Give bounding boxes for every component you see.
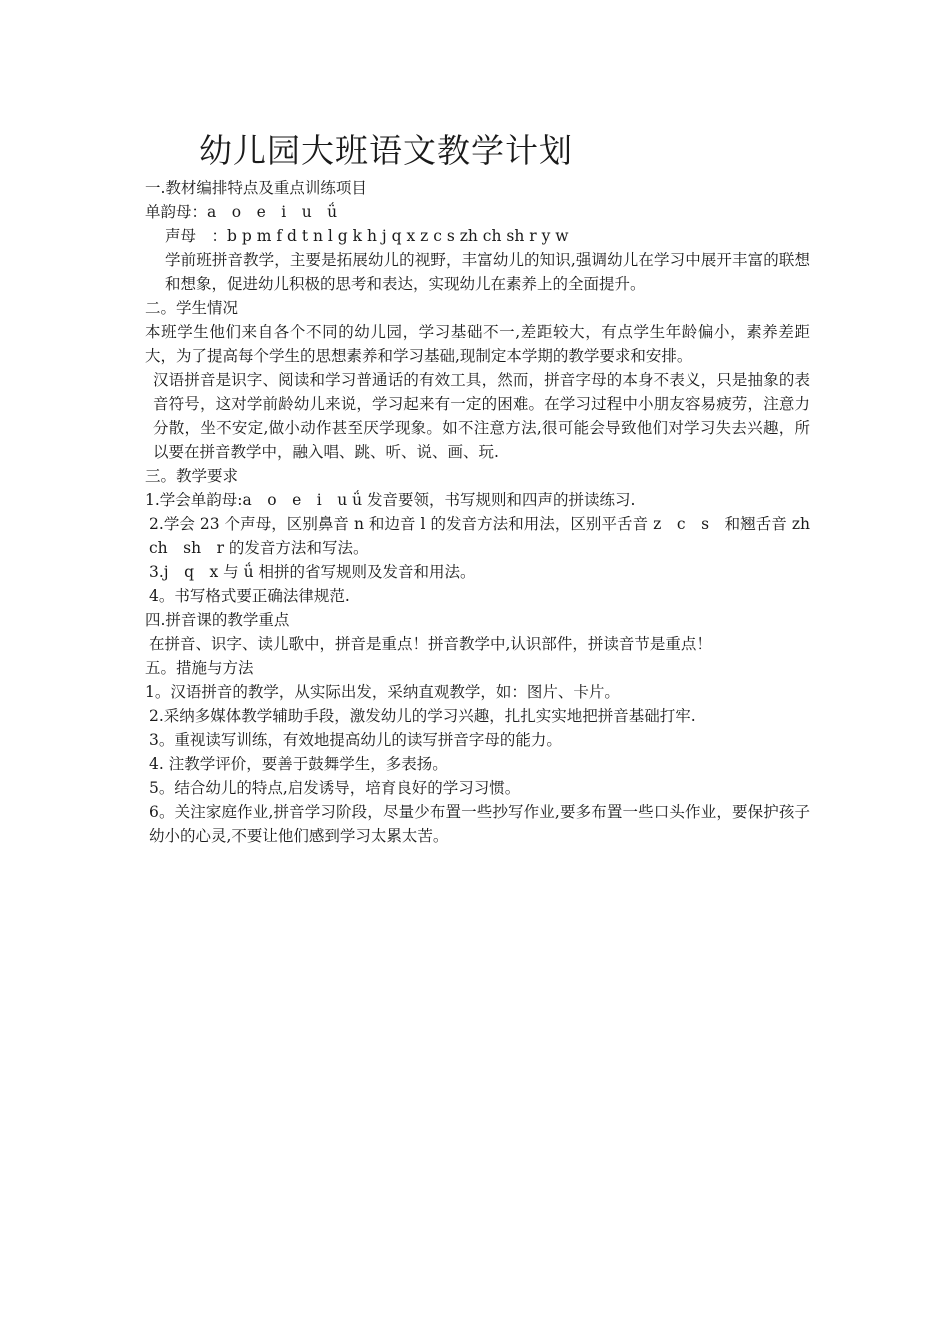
section-heading-4: 四.拼音课的教学重点	[145, 611, 290, 629]
method-item-2: 2.采纳多媒体教学辅助手段，激发幼儿的学习兴趣，扎扎实实地把拼音基础打牢.	[149, 707, 696, 725]
document-page	[145, 128, 826, 848]
method-item-4: 4. 注教学评价，要善于鼓舞学生，多表扬。	[149, 755, 448, 773]
initials-line: 声母 ：b p m f d t n l g k h j q x z c s zh ch sh r y w	[165, 227, 569, 245]
method-item-5: 5。结合幼儿的特点,启发诱导，培育良好的学习习惯。	[149, 779, 521, 797]
section-heading-2: 二。学生情况	[145, 299, 239, 317]
key-points-line: 在拼音、识字、读儿歌中，拼音是重点！拼音教学中,认识部件，拼读音节是重点！	[149, 635, 712, 653]
requirement-item-1: 1.学会单韵母:a o e i u ǘ 发音要领，书写规则和四声的拼读练习.	[145, 491, 636, 509]
method-item-3: 3。重视读写训练，有效地提高幼儿的读写拼音字母的能力。	[149, 731, 562, 749]
students-paragraph-1: 本班学生他们来自各个不同的幼儿园，学习基础不一,差距较大，有点学生年龄偏小，素养差距大，为了提高每个学生的思想素养和学习基础,现制定本学期的教学要求和安排。	[145, 323, 810, 365]
section-heading-3: 三。教学要求	[145, 467, 239, 485]
intro-paragraph: 学前班拼音教学，主要是拓展幼儿的视野，丰富幼儿的知识,强调幼儿在学习中展开丰富的联想和想象，促进幼儿积极的思考和表达，实现幼儿在素养上的全面提升。	[165, 251, 810, 293]
method-item-6: 6。关注家庭作业,拼音学习阶段，尽量少布置一些抄写作业,要多布置一些口头作业，要保护孩子幼小的心灵,不要让他们感到学习太累太苦。	[149, 803, 810, 845]
single-finals-line: 单韵母：a o e i u ǘ	[145, 203, 338, 221]
requirement-item-3: 3.j q x 与 ǘ 相拼的省写规则及发音和用法。	[149, 563, 476, 581]
students-paragraph-2: 汉语拼音是识字、阅读和学习普通话的有效工具，然而，拼音字母的本身不表义，只是抽象的表音符号，这对学前龄幼儿来说，学习起来有一定的困难。在学习过程中小朋友容易疲劳，注意力分散，坐不安定,做小动作甚至厌学现象。如不注意方法,很可能会导致他们对学习失去兴趣，所以要在拼音教学中，融入唱、跳、听、说、画、玩.	[153, 371, 810, 461]
method-item-1: 1。汉语拼音的教学，从实际出发，采纳直观教学，如：图片、卡片。	[145, 683, 620, 701]
section-heading-1: 一.教材编排特点及重点训练项目	[145, 179, 367, 197]
requirement-item-4: 4。书写格式要正确法律规范.	[149, 587, 350, 605]
document-title: 幼儿园大班语文教学计划	[199, 131, 573, 170]
requirement-item-2: 2.学会 23 个声母，区别鼻音 n 和边音 l 的发音方法和用法，区别平舌音 z c s 和翘舌音 zh ch sh r 的发音方法和写法。	[149, 515, 826, 557]
section-heading-5: 五。措施与方法	[145, 659, 254, 677]
